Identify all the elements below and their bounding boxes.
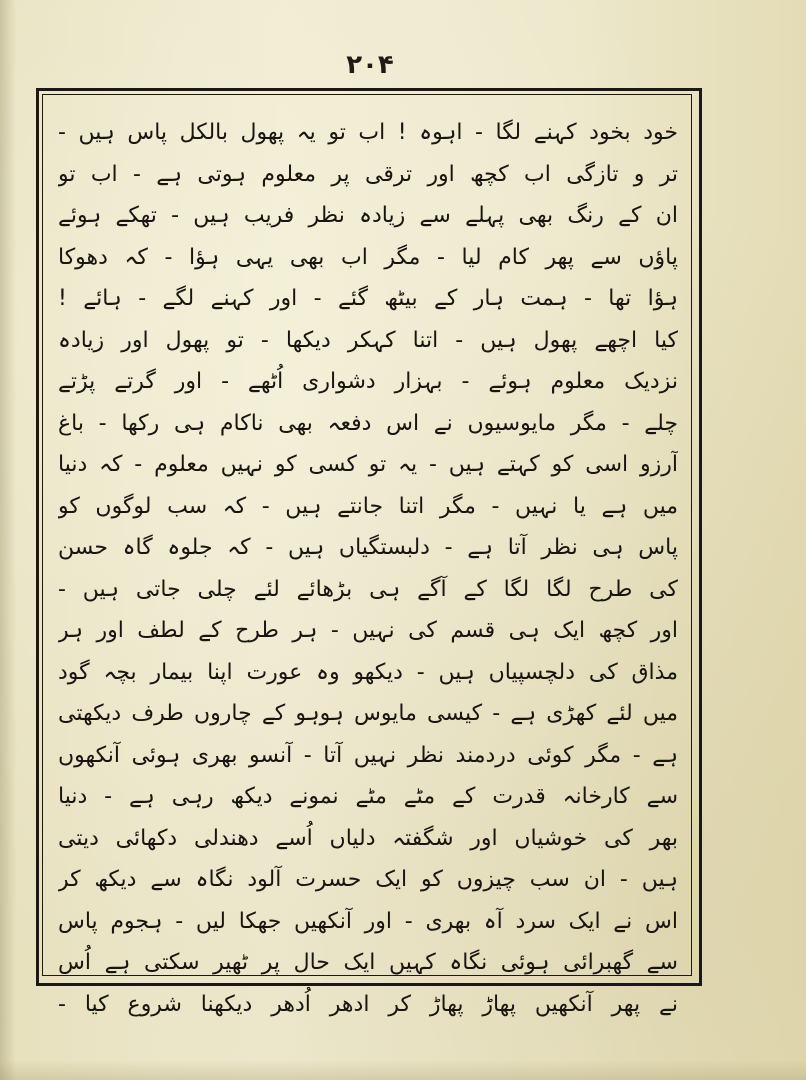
text-line: میں ہے یا نہیں - مگر اتنا جانتے ہیں - کہ سب لوگوں کو	[58, 493, 678, 519]
text-line: سے کارخانہ قدرت کے مٹے مٹے نمونے دیکھ رہی ہے - دنیا	[58, 784, 678, 809]
text-line: خود بخود کہنے لگا - اہوہ ! اب تو یہ پھول بالکل پاس ہیں -	[58, 120, 678, 145]
text-line: ان کے رنگ بھی پہلے سے زیادہ نظر فریب ہیں - تھکے ہوئے	[58, 203, 678, 228]
text-line: میں لئے کھڑی ہے - کیسی مایوس ہوہو کے چاروں طرف دیکھتی	[58, 701, 678, 726]
text-line: اور کچھ ایک ہی قسم کی نہیں - ہر طرح کے لطف اور ہر	[58, 618, 678, 643]
text-line: نے پھر آنکھیں پھاڑ پھاڑ کر ادھر اُدھر دیکھنا شروع کیا -	[58, 991, 678, 1017]
text-line: کی طرح لگا لگا کے آگے ہی بڑھائے لئے چلی جاتی ہیں -	[58, 576, 678, 602]
text-line: ہؤا تھا - ہمت ہار کے بیٹھ گئے - اور کہنے لگے - ہائے !	[58, 286, 678, 311]
text-line: سے گھبرائی ہوئی نگاہ کہیں ایک حال پر ٹھیر سکتی ہے اُس	[58, 950, 678, 975]
text-line: چلے - مگر مایوسیوں نے اس دفعہ بھی ناکام ہی رکھا - باغ	[58, 410, 678, 436]
text-line: بھر کی خوشیاں اور شگفتہ دلیاں اُسے دھندلی دکھائی دیتی	[58, 825, 678, 851]
page-bottom-edge	[0, 1060, 806, 1080]
text-line: ہیں - ان سب چیزوں کو ایک حسرت آلود نگاہ سے دیکھ کر	[58, 867, 678, 892]
text-line: پاس ہی نظر آتا ہے - دلبستگیاں ہیں - کہ جلوہ گاہ حسن	[58, 535, 678, 560]
text-line: تر و تازگی اب کچھ اور ترقی پر معلوم ہوتی ہے - اب تو	[58, 161, 678, 187]
page-fold-shadow	[0, 0, 16, 1080]
text-line: کیا اچھے پھول ہیں - اتنا کہکر دیکھا - تو پھول اور زیادہ	[58, 327, 678, 353]
text-line: نزدیک معلوم ہوئے - بہزار دشواری اُٹھے - اور گرتے پڑتے	[58, 369, 678, 394]
text-line: مذاق کی دلچسپیاں ہیں - دیکھو وہ عورت اپنا بیمار بچہ گود	[58, 659, 678, 685]
text-line: اس نے ایک سرد آہ بھری - اور آنکھیں جھکا لیں - ہجوم پاس	[58, 908, 678, 934]
page-number: ۲۰۴	[346, 50, 394, 80]
text-line: پاؤں سے پھر کام لیا - مگر اب بھی یہی ہؤا - کہ دھوکا	[58, 244, 678, 270]
text-line: ہے - مگر کوئی دردمند نظر نہیں آتا - آنسو بھری ہوئی آنکھوں	[58, 742, 678, 768]
body-text	[58, 112, 678, 1017]
text-line: آرزو اسی کو کہتے ہیں - یہ تو کسی کو نہیں معلوم - کہ دنیا	[58, 452, 678, 477]
